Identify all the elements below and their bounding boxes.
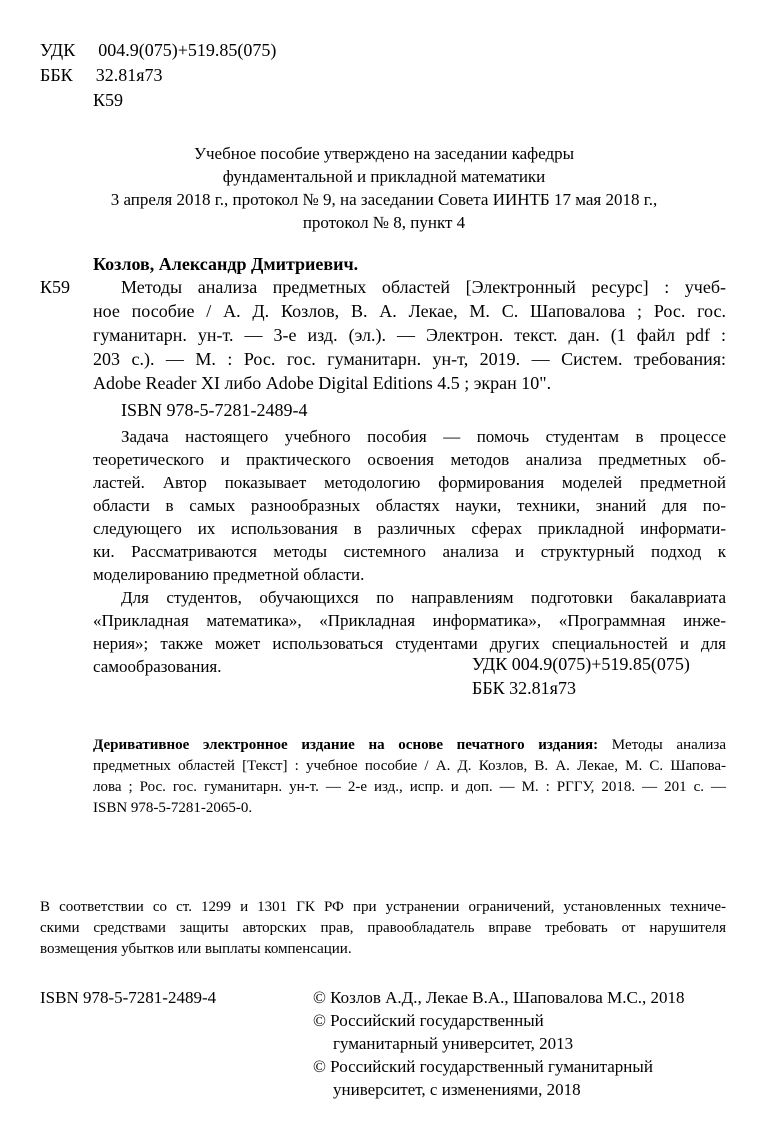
header-udk-line — [40, 38, 276, 62]
rights-line: возмещения убытков или выплаты компенсации. — [40, 941, 352, 957]
record-description — [93, 275, 726, 395]
classification-udk: УДК 004.9(075)+519.85(075) — [472, 654, 690, 674]
record-author: Козлов, Александр Дмитриевич. — [93, 254, 359, 274]
udk-label: УДК — [40, 40, 76, 60]
copyright-line: гуманитарный университет, 2013 — [333, 1034, 574, 1053]
abstract-line: следующего их использования в различных сферах прикладной информати- — [93, 519, 726, 538]
bbk-value: 32.81я73 — [95, 65, 163, 85]
bbk-label: ББК — [40, 65, 73, 85]
abstract-line: нерия»; также может использоваться студентами других специальностей и для — [93, 634, 726, 653]
rights-line: скими средствами защиты авторских прав, правообладатель вправе требовать от нарушителя — [40, 920, 726, 936]
abstract-line: области в самых разнообразных областях науки, техники, знаний для по- — [93, 496, 726, 515]
abstract-line: моделированию предметной области. — [93, 565, 365, 584]
derivative-first-rest: Методы анализа — [598, 737, 726, 753]
abstract — [93, 425, 726, 678]
approval-line: 3 апреля 2018 г., протокол № 9, на заседании Совета ИИНТБ 17 мая 2018 г., — [110, 190, 658, 209]
rights-line: В соответствии со ст. 1299 и 1301 ГК РФ при устранении ограничений, установленных техниче- — [40, 899, 726, 915]
copyright-line: университет, с изменениями, 2018 — [333, 1080, 581, 1099]
footer-isbn: ISBN 978-5-7281-2489-4 — [40, 988, 217, 1007]
abstract-line: самообразования. — [93, 657, 222, 676]
copyright-line: © Российский государственный — [313, 1011, 544, 1030]
record-line: гуманитарн. ун-т. — 3-е изд. (эл.). — Электрон. текст. дан. (1 файл pdf : — [93, 325, 726, 345]
copyright-line: © Козлов А.Д., Лекае В.А., Шаповалова М.С., 2018 — [313, 988, 685, 1007]
abstract-line: Для студентов, обучающихся по направлениям подготовки бакалавриата — [121, 588, 726, 607]
record-line: Методы анализа предметных областей [Электронный ресурс] : учеб- — [121, 277, 726, 297]
derivative-note — [93, 735, 726, 819]
copyright-line: © Российский государственный гуманитарный — [313, 1057, 653, 1076]
classification-bbk: ББК 32.81я73 — [472, 678, 576, 698]
record-line: Adobe Reader XI либо Adobe Digital Editions 4.5 ; экран 10". — [93, 373, 552, 393]
footer-copyright — [313, 986, 685, 1101]
record-line: 203 с.). — М. : Рос. гос. гуманитарн. ун-т, 2019. — Систем. требования: — [93, 349, 726, 369]
abstract-line: ки. Рассматриваются методы системного анализа и структурный подход к — [93, 542, 726, 561]
record-mark: К59 — [40, 277, 71, 297]
approval-statement — [0, 142, 768, 234]
abstract-line: «Прикладная математика», «Прикладная информатика», «Программная инже- — [93, 611, 726, 630]
approval-line: протокол № 8, пункт 4 — [302, 213, 466, 232]
udk-value: 004.9(075)+519.85(075) — [98, 40, 277, 60]
record-isbn: ISBN 978-5-7281-2489-4 — [121, 400, 308, 420]
derivative-lead: Деривативное электронное издание на основе печатного издания: — [93, 737, 599, 753]
abstract-line: ластей. Автор показывает методологию формирования моделей предметной — [93, 473, 726, 492]
record-line: ное пособие / А. Д. Козлов, В. А. Лекае, М. С. Шаповалова ; Рос. гос. — [93, 301, 726, 321]
rights-notice — [40, 897, 726, 960]
approval-line: фундаментальной и прикладной математики — [222, 167, 546, 186]
derivative-line: лова ; Рос. гос. гуманитарн. ун-т. — 2-е изд., испр. и доп. — М. : РГГУ, 2018. — 201 с. — — [93, 779, 726, 795]
abstract-line: Задача настоящего учебного пособия — помочь студентам в процессе — [121, 427, 726, 446]
derivative-line — [93, 735, 726, 756]
header-author-mark: К59 — [93, 90, 124, 110]
derivative-line: предметных областей [Текст] : учебное пособие / А. Д. Козлов, В. А. Лекае, М. С. Шапова- — [93, 758, 726, 774]
derivative-line: ISBN 978-5-7281-2065-0. — [93, 800, 253, 816]
header-bbk-line — [40, 63, 162, 87]
abstract-line: теоретического и практического освоения методов анализа предметных об- — [93, 450, 726, 469]
approval-line: Учебное пособие утверждено на заседании кафедры — [193, 144, 575, 163]
